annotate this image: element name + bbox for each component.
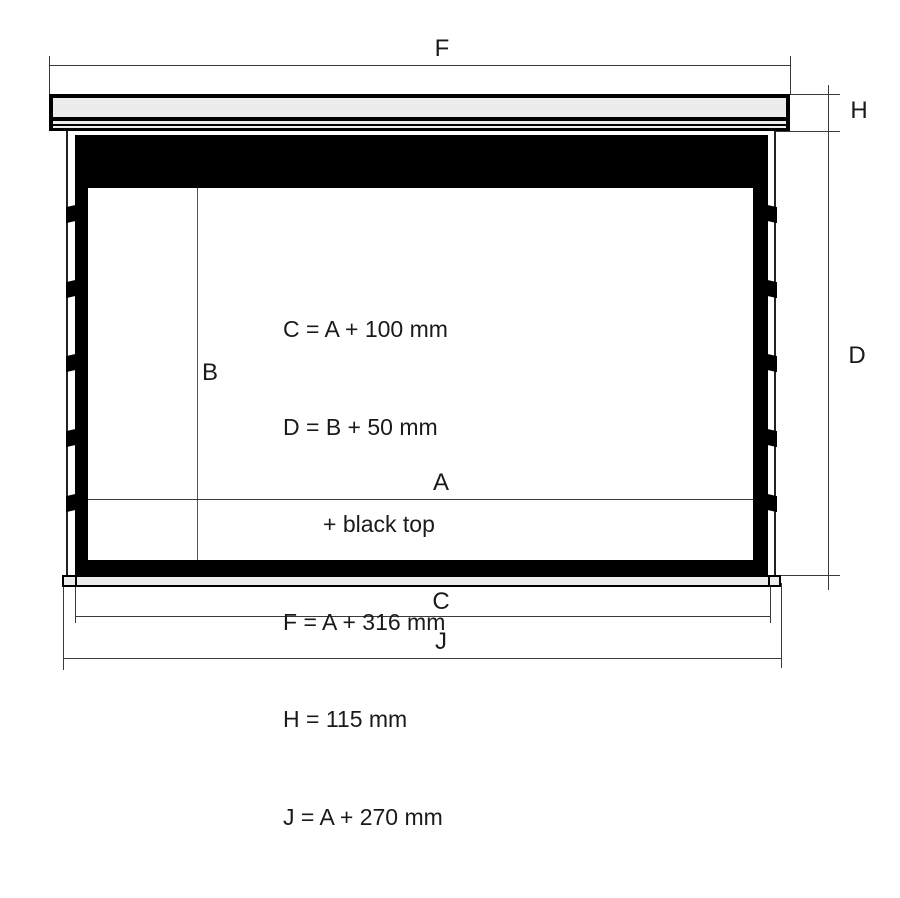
formula-line: H = 115 mm [283,706,408,732]
tension-tab [767,354,777,372]
formula-line: D = B + 50 mm [283,413,438,440]
tension-tab [767,205,777,223]
dim-label-h: H [850,97,868,124]
dim-ext-j-right [781,583,782,668]
casing-profile-stripe [53,124,786,126]
casing-profile-stripe [53,117,786,121]
dim-line-h-d [828,85,829,590]
formula-line: C = A + 100 mm [283,316,448,342]
tension-tab [66,429,76,447]
formula-block [283,248,448,898]
tension-tab [66,354,76,372]
dim-ext-h-bottom [775,131,840,132]
dim-label-d: D [848,342,866,369]
tension-tab [66,205,76,223]
bottom-bar-endcap-right [768,577,770,585]
dim-ext-h-top [790,94,840,95]
dim-label-a: A [432,469,449,496]
tension-tab [767,280,777,298]
dim-ext-c-right [770,587,771,623]
dim-ext-f-right [790,56,791,94]
formula-line: + black top [323,511,435,537]
dim-label-f: F [434,35,450,62]
dim-label-b: B [202,359,219,386]
dim-line-f [49,65,791,66]
dim-label-c: C [432,588,450,615]
bottom-bar-endcap-left [75,577,77,585]
tension-tab [66,494,76,512]
formula-line: F = A + 316 mm [283,608,446,635]
tension-tab [66,280,76,298]
dim-ext-d-bottom [781,575,840,576]
dim-line-b [197,188,198,560]
casing [49,94,790,131]
dim-ext-f-left [49,56,50,94]
dim-ext-c-left [75,587,76,623]
dim-label-j: J [435,628,447,655]
tension-tab [767,494,777,512]
tension-tab [767,429,777,447]
formula-line: J = A + 270 mm [283,803,443,830]
